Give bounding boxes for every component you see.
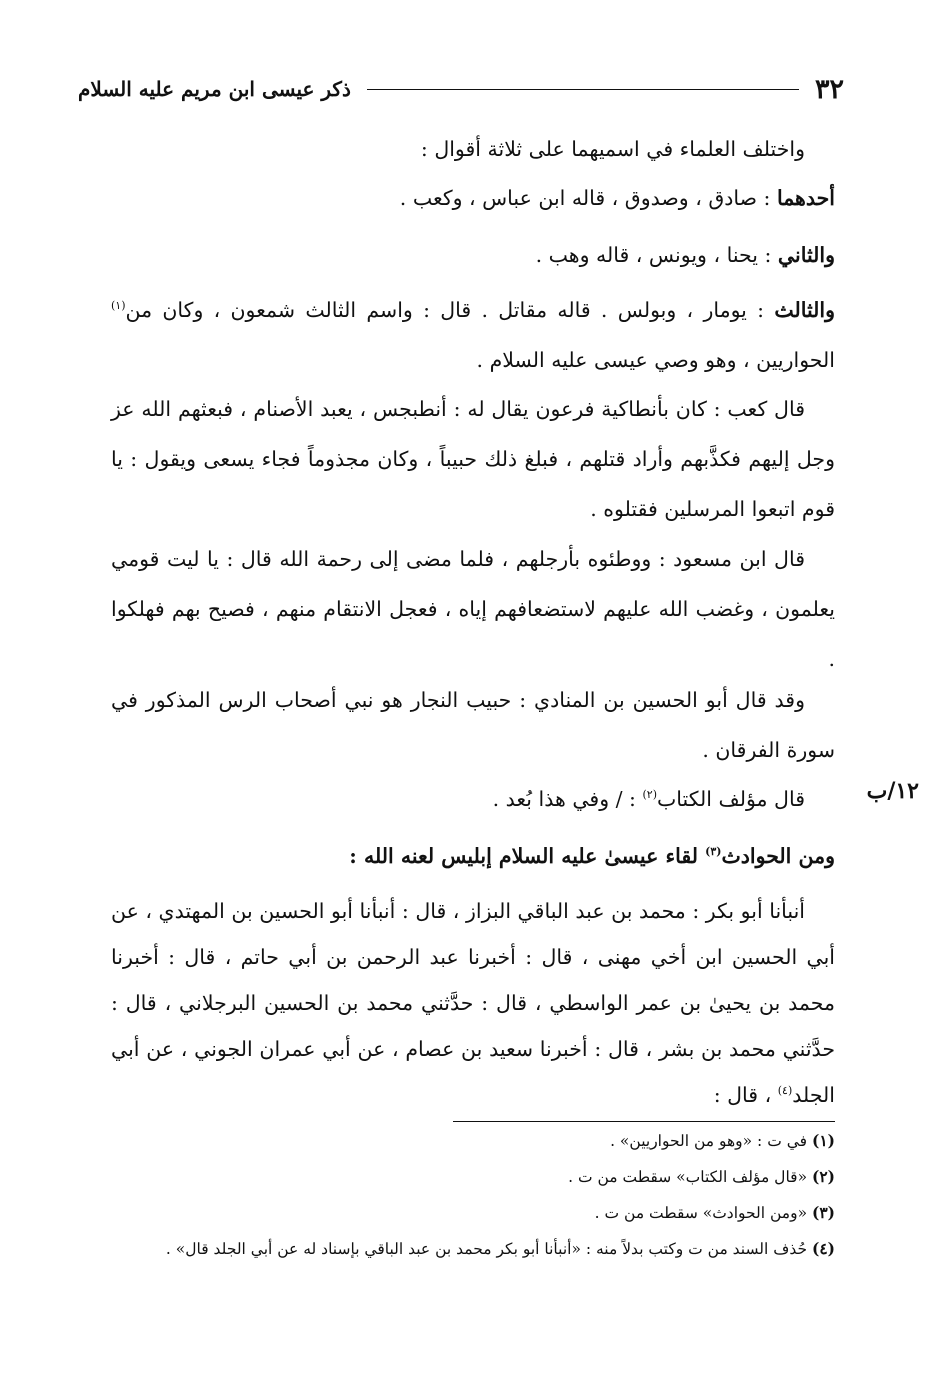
- running-header: [78, 72, 844, 106]
- footnote-text: «قال مؤلف الكتاب» سقطت من ت .: [568, 1168, 812, 1186]
- heading-text: لقاء عيسىٰ عليه السلام إبليس لعنه الله :: [349, 844, 706, 868]
- opinion-lead: أحدهما: [776, 186, 835, 210]
- section-heading: [111, 831, 835, 881]
- opinion-lead: والثالث: [774, 298, 835, 322]
- footnote-marker[interactable]: (٢): [642, 788, 657, 802]
- footnote-text: في ت : «وهو من الحواريين» .: [610, 1132, 812, 1150]
- paragraph-text: : يحنا ، ويونس ، قاله وهب .: [535, 243, 778, 267]
- opinion-lead: والثاني: [777, 243, 835, 267]
- paragraph-text: الحواريين ، وهو وصي عيسى عليه السلام .: [476, 348, 835, 372]
- footnotes: [111, 1126, 835, 1270]
- footnote-separator: [453, 1121, 835, 1122]
- footnote-text: «ومن الحوادث» سقطت من ت .: [594, 1204, 812, 1222]
- footnote-number: (٣): [811, 1203, 835, 1222]
- footnote-text: حُذف السند من ت وكتب بدلاً منه : «أنبأنا أبو بكر محمد بن عبد الباقي بإسناد له عن أبي الجلد قال» .: [165, 1240, 812, 1258]
- footnote-1: [111, 1126, 835, 1156]
- paragraph-text: وقد قال أبو الحسين بن المنادي : حبيب النجار هو نبي أصحاب الرس المذكور في سورة الفرقان .: [111, 688, 835, 762]
- body-paragraph-1: [111, 124, 835, 174]
- paragraph-text: : صادق ، وصدوق ، قاله ابن عباس ، وكعب .: [399, 186, 777, 210]
- paragraph-text: : يومار ، وبولس . قاله مقاتل . قال : واسم الثالث شمعون ، وكان من: [125, 298, 775, 322]
- paragraph-text: واختلف العلماء في اسميهما على ثلاثة أقوال :: [420, 137, 805, 161]
- footnote-marker[interactable]: (١): [111, 299, 126, 313]
- paragraph-text: قال كعب : كان بأنطاكية فرعون يقال له : أنطبجس ، يعبد الأصنام ، فبعثهم الله عز وجل إليهم فكذَّبهم وأراد قتلهم ، فبلغ ذلك حبيباً ، وكان مجذوماً فجاء يسعى ويقول : يا قوم اتبعوا المرسلين فقتلوه .: [111, 397, 835, 521]
- body-paragraph-isnad: [111, 888, 835, 1118]
- heading-text: ومن الحوادث: [721, 844, 835, 868]
- body-paragraph-7: [111, 675, 835, 775]
- footnote-marker[interactable]: (٤): [777, 1084, 793, 1098]
- paragraph-text: قال مؤلف الكتاب: [656, 787, 805, 811]
- footnote-3: [111, 1198, 835, 1228]
- footnote-number: (١): [811, 1131, 835, 1150]
- footnote-marker[interactable]: (٣): [705, 845, 722, 859]
- paragraph-text: ، قال :: [713, 1083, 778, 1107]
- paragraph-text: قال ابن مسعود : ووطئوه بأرجلهم ، فلما مضى إلى رحمة الله قال : يا ليت قومي يعلمون ، وغضب الله عليهم لاستضعافهم إياه ، فعجل الانتقام منهم ، فصيح بهم فهلكوا .: [111, 547, 835, 671]
- body-paragraph-6: [111, 534, 835, 684]
- running-title: ذكر عيسى ابن مريم عليه السلام: [78, 77, 351, 101]
- footnote-number: (٢): [811, 1167, 835, 1186]
- body-paragraph-3: [111, 230, 835, 280]
- footnote-4: [111, 1234, 835, 1264]
- paragraph-text: : / وفي هذا بُعد .: [492, 787, 643, 811]
- body-paragraph-5: [111, 384, 835, 534]
- body-paragraph-2: [111, 173, 835, 223]
- body-paragraph-8: [111, 774, 835, 824]
- header-rule: [367, 89, 799, 90]
- footnote-2: [111, 1162, 835, 1192]
- page-number: ٣٢: [814, 73, 844, 105]
- body-paragraph-4: [111, 285, 835, 385]
- manuscript-folio-note: ١٢/ب: [866, 778, 919, 804]
- paragraph-text: أنبأنا أبو بكر : محمد بن عبد الباقي البزاز ، قال : أنبأنا أبو الحسين بن المهتدي ، عن أبي الحسين ابن أخي مهنى ، قال : أخبرنا عبد الرحمن بن أبي حاتم ، قال : أخبرنا محمد بن يحيىٰ بن عمر الواسطي ، قال : حدَّثني محمد بن الحسين البرجلاني ، قال : حدَّثني محمد بن بشر ، قال : أخبرنا سعيد بن عصام ، عن أبي عمران الجوني ، عن أبي الجلد: [111, 899, 835, 1107]
- footnote-number: (٤): [811, 1239, 835, 1258]
